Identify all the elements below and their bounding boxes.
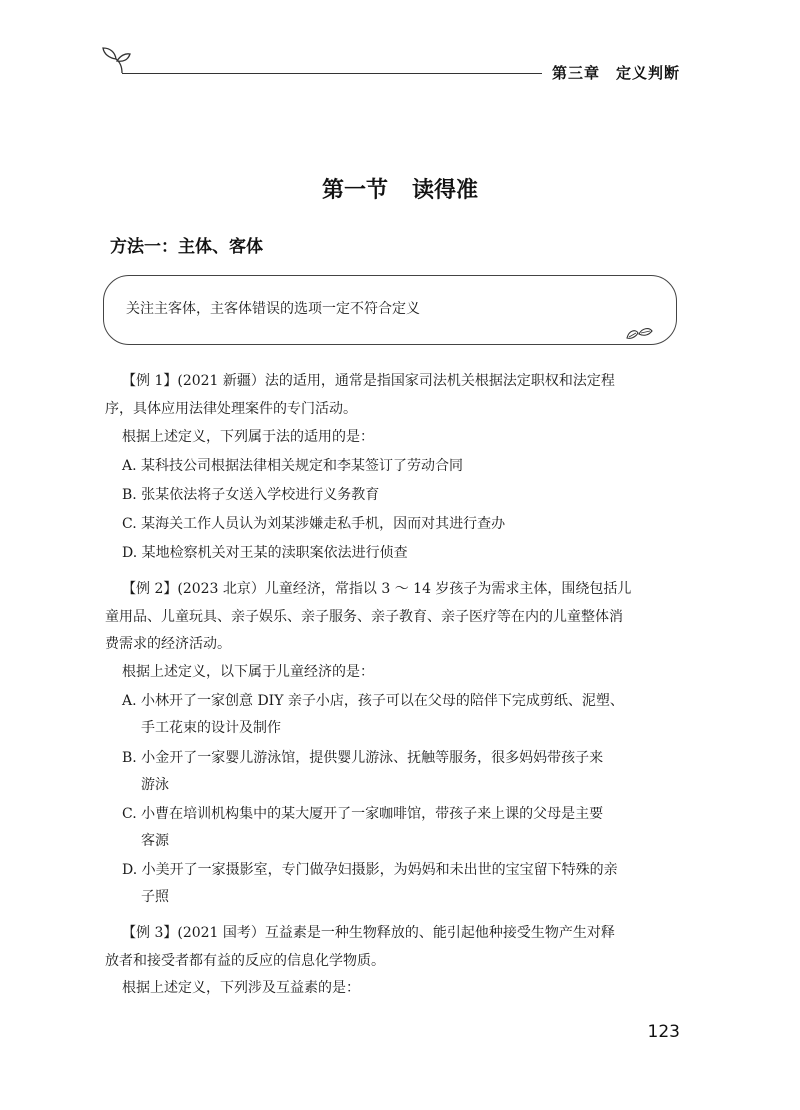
chapter-title: 定义判断 [616, 64, 681, 82]
example-1-line-2: 序，具体应用法律处理案件的专门活动。 [105, 401, 357, 417]
example-1-option-b: B. 张某依法将子女送入学校进行义务教育 [122, 487, 380, 503]
example-1-option-d: D. 某地检察机关对王某的渎职案依法进行侦查 [122, 545, 408, 561]
method-heading: 方法一：主体、客体 [110, 237, 263, 257]
example-2-option-a: A. 小林开了一家创意 DIY 亲子小店，孩子可以在父母的陪伴下完成剪纸、泥塑、 [122, 693, 624, 709]
example-1-option-c: C. 某海关工作人员认为刘某涉嫌走私手机，因而对其进行查办 [122, 516, 506, 532]
example-1-option-a: A. 某科技公司根据法律相关规定和李某签订了劳动合同 [122, 458, 464, 474]
chapter-label: 第三章 [552, 64, 601, 82]
example-2-option-c-cont: 客源 [141, 833, 169, 849]
example-1-line-1: 【例 1】(2021 新疆）法的适用，通常是指国家司法机关根据法定职权和法定程 [122, 373, 615, 389]
section-number: 第一节 [321, 178, 388, 203]
running-header [552, 62, 680, 83]
section-name: 读得准 [412, 178, 479, 203]
leaf-pair-icon [624, 324, 654, 342]
example-2-option-b: B. 小金开了一家婴儿游泳馆，提供婴儿游泳、抚触等服务，很多妈妈带孩子来 [122, 750, 604, 766]
example-3-line-2: 放者和接受者都有益的反应的信息化学物质。 [105, 953, 385, 969]
sprout-icon [100, 44, 132, 76]
example-2-line-3: 费需求的经济活动。 [105, 636, 231, 652]
example-2-option-c: C. 小曹在培训机构集中的某大厦开了一家咖啡馆，带孩子来上课的父母是主要 [122, 806, 604, 822]
example-2-option-b-cont: 游泳 [141, 777, 169, 793]
example-2-option-d-cont: 子照 [141, 889, 169, 905]
header-rule [122, 73, 542, 74]
example-2-line-2: 童用品、儿童玩具、亲子娱乐、亲子服务、亲子教育、亲子医疗等在内的儿童整体消 [105, 609, 623, 625]
section-title [0, 173, 800, 204]
tip-box [103, 275, 677, 345]
example-2-question: 根据上述定义，以下属于儿童经济的是： [122, 664, 374, 680]
example-2-line-1: 【例 2】(2023 北京）儿童经济，常指以 3 ～ 14 岁孩子为需求主体，围绕包括儿 [122, 581, 632, 597]
example-3-line-1: 【例 3】(2021 国考）互益素是一种生物释放的、能引起他种接受生物产生对释 [122, 925, 615, 941]
tip-text: 关注主客体，主客体错误的选项一定不符合定义 [126, 301, 420, 317]
example-1-question: 根据上述定义，下列属于法的适用的是： [122, 429, 374, 445]
example-2-option-a-cont: 手工花束的设计及制作 [141, 720, 281, 736]
example-2-option-d: D. 小美开了一家摄影室，专门做孕妇摄影，为妈妈和未出世的宝宝留下特殊的亲 [122, 862, 618, 878]
example-3-question: 根据上述定义，下列涉及互益素的是： [122, 980, 360, 996]
page-number: 123 [647, 1022, 680, 1042]
